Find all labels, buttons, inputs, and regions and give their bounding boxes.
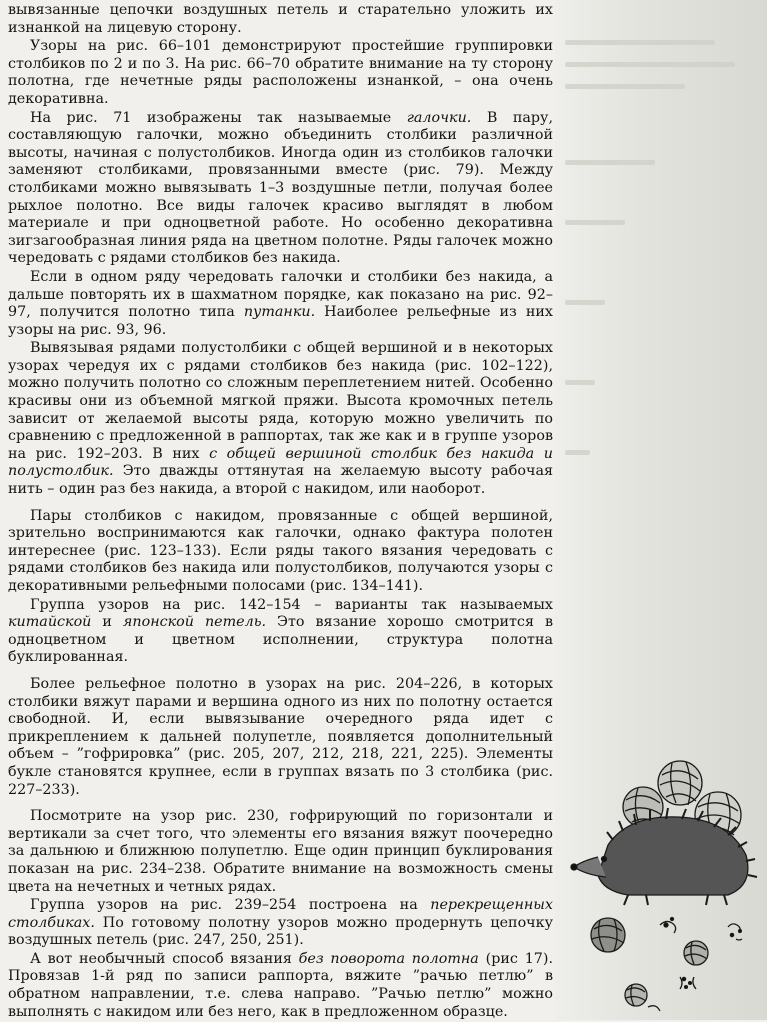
text-run: На рис. 71 изображены так называемые <box>30 109 407 126</box>
paragraph <box>8 951 553 1021</box>
text-run: (рис 17). Провязав 1-й ряд по записи раппорта, вяжите ”рачью петлю” в обратном направлении, т.е. слева направо. ”Рачью петлю” можно выполнять с накидом или без него, как в предложенном образце. <box>8 950 554 1020</box>
text-run: Это дважды оттянутая на желаемую высоту рабочая нить – один раз без накида, а второй с накидом, или наоборот. <box>8 463 553 498</box>
text-run: Если в одном ряду чередовать галочки и столбики без накида, а дальше повторять их в шахматном порядке, как показано на рис. 92–97, получится полотно типа <box>8 268 553 321</box>
text-run: Более рельефное полотно в узорах на рис. 204–226, в которых столбики вяжут парами и вершина одного из них по полотну остается свободной. И, если вывязывание очередного ряда идет с прикреплением к дальней полупетле, появляется дополнительный объем – ”гофрировка” (рис. 205, 207, 212, 218, 221, 225). Элементы букле становятся крупнее, если в группах вязать по 3 столбика (рис. 227–233). <box>8 675 553 798</box>
text-run: Пары столбиков с накидом, провязанные с общей вершиной, зрительно воспринимаются как галочки, однако фактура полотен интереснее (рис. 123–133). Если ряды такого вязания чередовать с рядами столбиков без накида или полустолбиков, получаются узоры с декоративными рельефными полосами (рис. 134–141). <box>8 507 553 594</box>
paragraph <box>8 110 553 268</box>
paragraph <box>8 676 553 799</box>
text-run: А вот необычный способ вязания <box>30 950 299 967</box>
text-run: Группа узоров на рис. 239–254 построена на <box>30 897 431 914</box>
italic-term: галочки. <box>406 109 472 126</box>
text-run: Посмотрите на узор рис. 230, гофрирующий по горизонтали и вертикали за счет того, что элементы его вязания вяжут поочередно за дальнюю и ближнюю полупетлю. Еще один принцип буклирования показан на рис. 234–238. Обратите внимание на возможность смены цвета на нечетных и четных рядах. <box>8 808 553 895</box>
text-run: вывязанные цепочки воздушных петель и старательно уложить их изнанкой на лицевую сторону. <box>8 2 553 36</box>
paragraph <box>8 269 553 339</box>
text-run: По готовому полотну узоров можно продернуть цепочку воздушных петель (рис. 247, 250, 251). <box>8 914 553 949</box>
text-run: Узоры на рис. 66–101 демонстрируют простейшие группировки столбиков по 2 и по 3. На рис. 66–70 обратите внимание на ту сторону полотна, где нечетные ряды расположены изнанкой, – она очень декоративна. <box>8 38 553 107</box>
italic-term: без поворота полотна <box>298 950 479 967</box>
text-run: Это вязание хорошо смотрится в одноцветном и цветном исполнении, структура полотна буклированная. <box>8 614 553 666</box>
paragraph <box>8 808 553 896</box>
text-run: Наиболее рельефные из них узоры на рис. 93, 96. <box>8 304 553 338</box>
paragraph <box>8 508 553 596</box>
hedgehog-with-yarn-balls-illustration <box>568 745 767 1020</box>
italic-term: китайской <box>8 614 92 631</box>
paragraph <box>8 38 553 108</box>
text-run: Группа узоров на рис. 142–154 – варианты так называемых <box>30 596 553 613</box>
paragraph <box>8 2 553 37</box>
text-run: Вывязывая рядами полустолбики с общей вершиной и в некоторых узорах чередуя их с рядами столбиков без накида (рис. 102–122), можно получить полотно со сложным переплетением нитей. Особенно красивы они из объемной мягкой пряжи. Высота кромочных петель зависит от желаемой высоты ряда, которую можно увеличить по сравнению с предложенной в раппортах, так же как и в группе узоров на рис. 192–203. В них <box>8 340 553 462</box>
paragraph <box>8 897 553 950</box>
italic-term: путанки. <box>243 304 316 321</box>
italic-term: перекрещенных столбиках. <box>8 897 553 931</box>
italic-term: с общей вершиной столбик без накида и полустолбик. <box>8 445 553 480</box>
page-body-text <box>8 2 553 1022</box>
text-run: В пару, составляющую галочки, можно объединить столбики различной высоты, начиная с полустолбиков. Иногда один из столбиков галочки заменяют столбиками, провязанными вместе (рис. 79). Между столбиками можно вывязывать 1–3 воздушные петли, получая более рыхлое полотно. Все виды галочек красиво выглядят в любом материале и при одноцветной работе. Но особенно декоративна зигзагообразная линия ряда на цветном полотне. Ряды галочек можно чередовать с рядами столбиков без накида. <box>8 109 553 267</box>
italic-term: японской петель. <box>122 614 267 631</box>
paragraph <box>8 597 553 667</box>
paragraph <box>8 340 553 498</box>
text-run: и <box>91 614 123 631</box>
